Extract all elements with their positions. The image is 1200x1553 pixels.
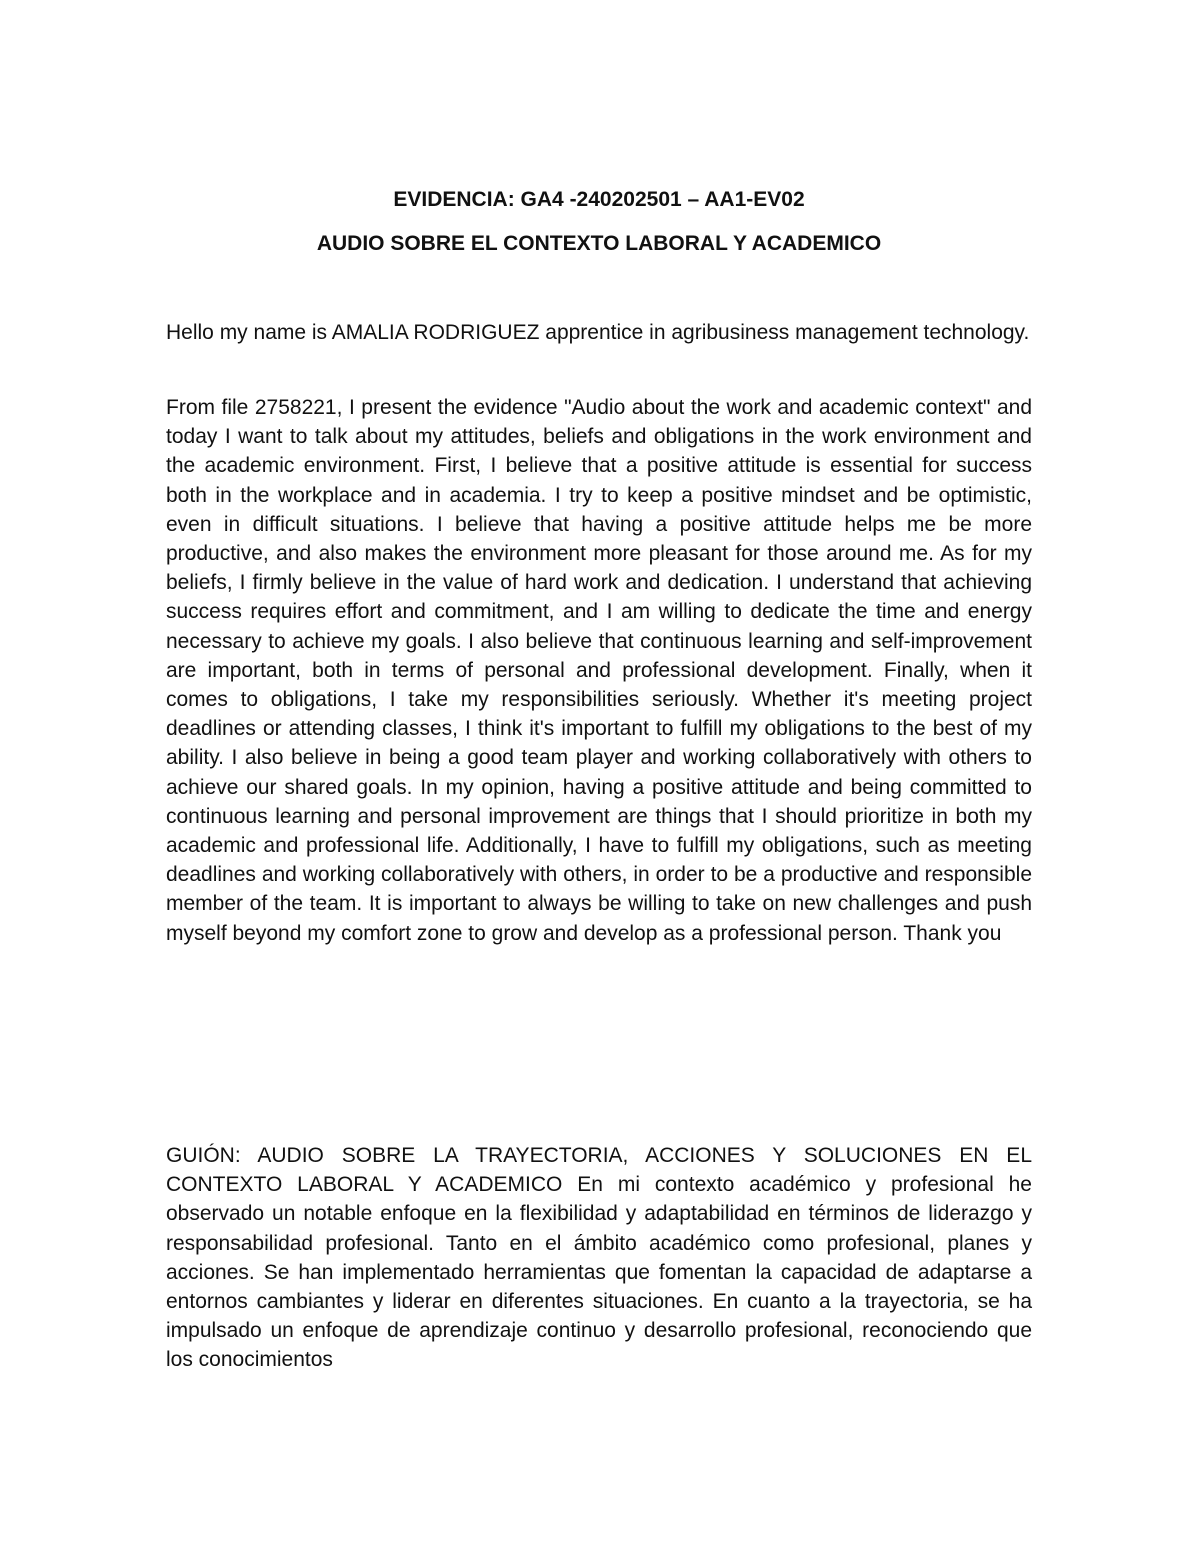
evidence-heading: EVIDENCIA: GA4 -240202501 – AA1-EV02 [393, 188, 805, 211]
body-paragraph: From file 2758221, I present the evidence "Audio about the work and academic context" and today I want to talk about my attitudes, beliefs and obligations in the work environment and the academic environment. First, I believe that a positive attitude is essential for success both in the workplace and in academia. I try to keep a positive mindset and be optimistic, even in difficult situations. I believe that having a positive attitude helps me be more productive, and also makes the environment more pleasant for those around me. As for my beliefs, I firmly believe in the value of hard work and dedication. I understand that achieving success requires effort and commitment, and I am willing to dedicate the time and energy necessary to achieve my goals. I also believe that continuous learning and self-improvement are important, both in terms of personal and professional development. Finally, when it comes to obligations, I take my responsibilities seriously. Whether it's meeting project deadlines or attending classes, I think it's important to fulfill my obligations to the best of my ability. I also believe in being a good team player and working collaboratively with others to achieve our shared goals. In my opinion, having a positive attitude and being committed to continuous learning and personal improvement are things that I should prioritize in both my academic and professional life. Additionally, I have to fulfill my obligations, such as meeting deadlines and working collaboratively with others, in order to be a productive and responsible member of the team. It is important to always be willing to take on new challenges and push myself beyond my comfort zone to grow and develop as a professional person. Thank you [166, 396, 1032, 945]
intro-paragraph: Hello my name is AMALIA RODRIGUEZ apprentice in agribusiness management technology. [166, 321, 1030, 344]
document-title: AUDIO SOBRE EL CONTEXTO LABORAL Y ACADEMICO [316, 232, 882, 255]
script-paragraph: GUIÓN: AUDIO SOBRE LA TRAYECTORIA, ACCIONES Y SOLUCIONES EN EL CONTEXTO LABORAL Y ACADEMICO En mi contexto académico y profesional he observado un notable enfoque en la flexibilidad y adaptabilidad en términos de liderazgo y responsabilidad profesional. Tanto en el ámbito académico como profesional, planes y acciones. Se han implementado herramientas que fomentan la capacidad de adaptarse a entornos cambiantes y liderar en diferentes situaciones. En cuanto a la trayectoria, se ha impulsado un enfoque de aprendizaje continuo y desarrollo profesional, reconociendo que los conocimientos [166, 1144, 1032, 1372]
